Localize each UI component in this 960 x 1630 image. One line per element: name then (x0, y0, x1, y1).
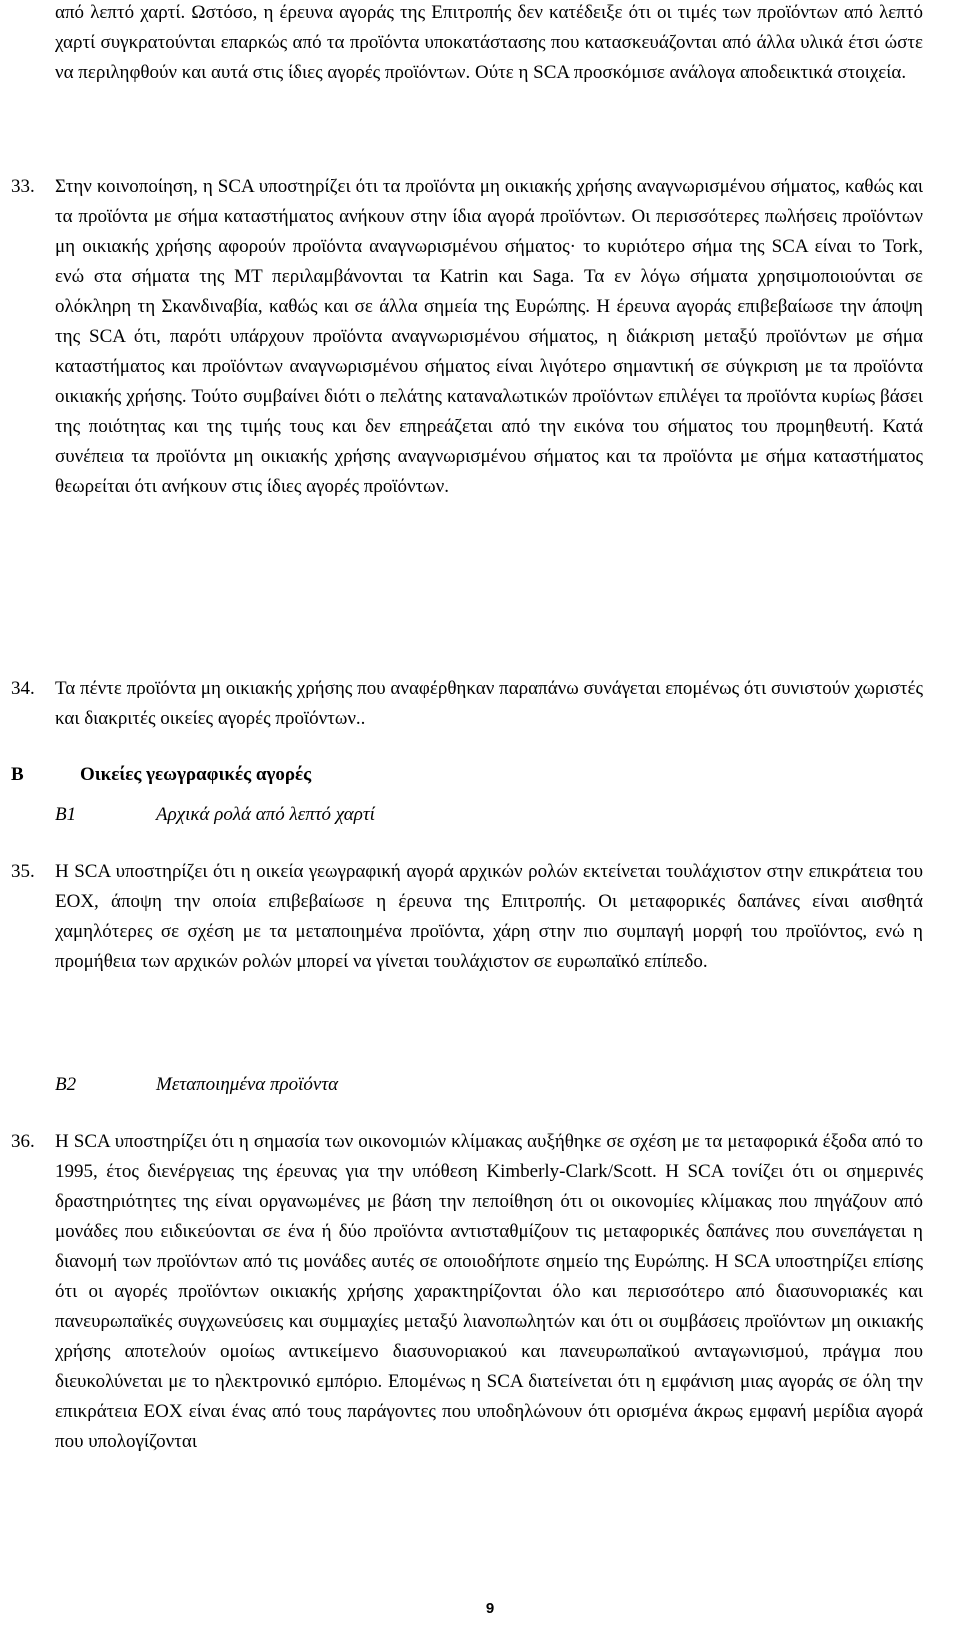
section-number: B (11, 764, 24, 785)
paragraph-text: Στην κοινοποίηση, η SCA υποστηρίζει ότι τα προϊόντα μη οικιακής χρήσης αναγνωρισμένου σήματος, καθώς και τα προϊόντα με σήμα καταστήματος ανήκουν στην ίδια αγορά προϊόντων. Οι περισσότερες πωλήσεις προϊόντων μη οικιακής χρήσης αφορούν προϊόντα αναγνωρισμένου σήματος· το κυριότερο σήμα της SCA είναι το Tork, ενώ στα σήματα της MT περιλαμβάνονται τα Katrin και Saga. Τα εν λόγω σήματα χρησιμοποιούνται σε ολόκληρη τη Σκανδιναβία, καθώς και σε άλλα σημεία της Ευρώπης. Η έρευνα αγοράς επιβεβαίωσε την άποψη της SCA ότι, παρότι υπάρχουν προϊόντα αναγνωρισμένου σήματος, η διάκριση μεταξύ προϊόντων με σήμα καταστήματος και προϊόντων αναγνωρισμένου σήματος είναι λιγότερο σημαντική σε σύγκριση με τα προϊόντα οικιακής χρήσης. Τούτο συμβαίνει διότι ο πελάτης καταναλωτικών προϊόντων επιλέγει τα προϊόντα κυρίως βάσει της ποιότητας και της τιμής τους και δεν επηρεάζεται από την εικόνα του σήματος του προμηθευτή. Κατά συνέπεια τα προϊόντα μη οικιακής χρήσης αναγνωρισμένου σήματος και τα προϊόντα με σήμα καταστήματος θεωρείται ότι ανήκουν στις ίδιες αγορές προϊόντων. (55, 176, 923, 497)
subsection-title: Μεταποιημένα προϊόντα (156, 1074, 339, 1095)
paragraph-number: 34. (11, 678, 35, 699)
paragraph-text: Τα πέντε προϊόντα μη οικιακής χρήσης που αναφέρθηκαν παραπάνω συνάγεται επομένως ότι συνιστούν χωριστές και διακριτές οικείες αγορές προϊόντων.. (55, 678, 923, 729)
paragraph-text: Η SCA υποστηρίζει ότι η οικεία γεωγραφική αγορά αρχικών ρολών εκτείνεται τουλάχιστον στην επικράτεια του ΕΟΧ, άποψη την οποία επιβεβαίωσε η έρευνα της Επιτροπής. Οι μεταφορικές δαπάνες είναι αισθητά χαμηλότερες σε σχέση με τα μεταποιημένα προϊόντα, χάρη στην πιο συμπαγή μορφή του προϊόντος, ενώ η προμήθεια των αρχικών ρολών μπορεί να γίνεται τουλάχιστον σε ευρωπαϊκό επίπεδο. (55, 861, 923, 972)
section-title: Οικείες γεωγραφικές αγορές (80, 764, 312, 785)
subsection-number: B2 (55, 1074, 77, 1095)
continuation-paragraph: από λεπτό χαρτί. Ωστόσο, η έρευνα αγοράς της Επιτροπής δεν κατέδειξε ότι οι τιμές των προϊόντων από λεπτό χαρτί συγκρατούνται επαρκώς από τα προϊόντα υποκατάστασης που κατασκευάζονται από άλλα υλικά έτσι ώστε να περιληφθούν και αυτά στις ίδιες αγορές προϊόντων. Ούτε η SCA προσκόμισε ανάλογα αποδεικτικά στοιχεία. (55, 2, 923, 83)
subsection-title: Αρχικά ρολά από λεπτό χαρτί (156, 804, 375, 825)
paragraph-number: 36. (11, 1131, 35, 1152)
paragraph-text: Η SCA υποστηρίζει ότι η σημασία των οικονομιών κλίμακας αυξήθηκε σε σχέση με τα μεταφορικά έξοδα από το 1995, έτος διενέργειας της έρευνας για την υπόθεση Kimberly-Clark/Scott. Η SCA τονίζει ότι οι σημερινές δραστηριότητες της είναι οργανωμένες με βάση την πεποίθηση ότι οι οικονομίες κλίμακας που πηγάζουν από μονάδες που ειδικεύονται σε ένα ή δύο προϊόντα αντισταθμίζουν τις μεταφορικές δαπάνες που συνεπάγεται η διανομή των προϊόντων από τις μονάδες αυτές σε οποιοδήποτε σημείο της Ευρώπης. Η SCA υποστηρίζει επίσης ότι οι αγορές προϊόντων οικιακής χρήσης χαρακτηρίζονται όλο και περισσότερο από διασυνοριακές και πανευρωπαϊκές συγχωνεύσεις και συμμαχίες μεταξύ λιανοπωλητών και ότι οι συμβάσεις προϊόντων μη οικιακής χρήσης αποτελούν ομοίως αντικείμενο διασυνοριακού και πανευρωπαϊκού ανταγωνισμού, πράγμα που διευκολύνεται με το ηλεκτρονικό εμπόριο. Επομένως η SCA διατείνεται ότι η εμφάνιση μιας αγοράς σε όλη την επικράτεια ΕΟΧ είναι ένας από τους παράγοντες που υποδηλώνουν ότι ορισμένα άκρως εμφανή μερίδια αγορά που υπολογίζονται (55, 1131, 923, 1452)
page-number: 9 (485, 1600, 495, 1617)
subsection-number: B1 (55, 804, 77, 825)
paragraph-number: 33. (11, 176, 35, 197)
paragraph-number: 35. (11, 861, 35, 882)
